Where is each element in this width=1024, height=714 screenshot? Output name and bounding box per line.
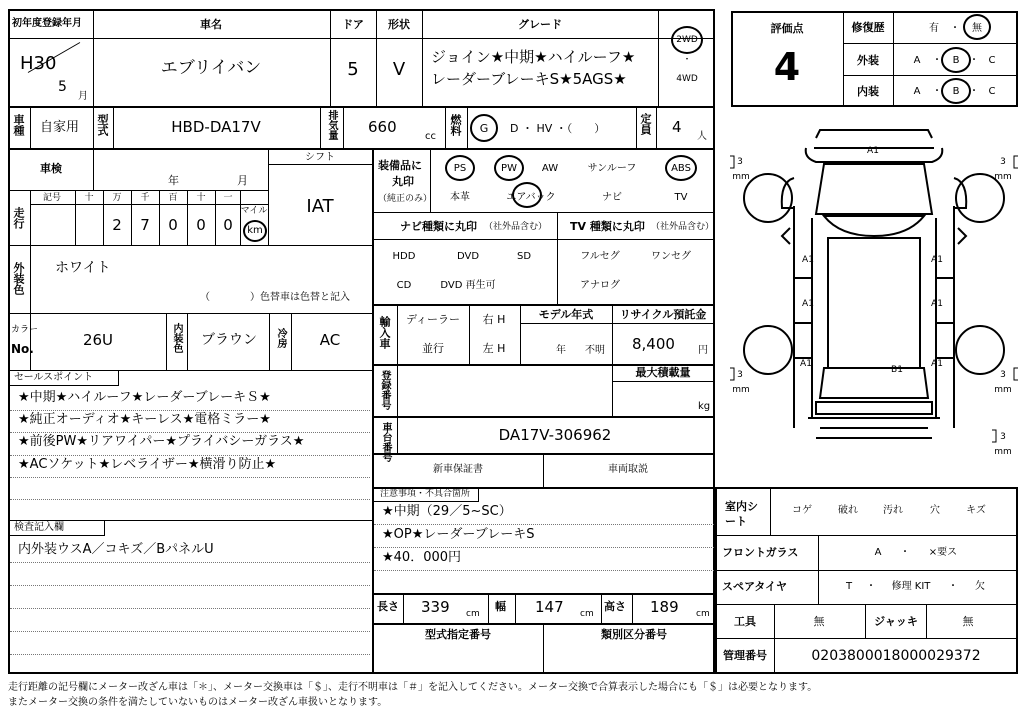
reg-year-label: 初年度登録年月 <box>12 18 82 29</box>
fuel-gasoline: G <box>479 122 489 135</box>
interior-dot-2: ・ <box>969 86 979 97</box>
exterior-color-label: 外装色 <box>12 262 25 295</box>
digit-label-6: 一 <box>223 193 233 203</box>
warranty-doc: 新車保証書 <box>433 464 483 475</box>
repair-label: 修復歴 <box>851 21 885 34</box>
length-unit: cm <box>466 609 480 619</box>
tread-depth-rl: 3 <box>737 370 743 380</box>
digit-label-3: 千 <box>140 193 150 203</box>
model-label: 型式 <box>96 114 109 136</box>
damage-a1-right-2: A1 <box>931 299 943 309</box>
width-value: 147 <box>535 598 564 616</box>
grade-line-1: ジョイン★中期★ハイルーフ★ <box>431 48 636 66</box>
tread-depth-fl: 3 <box>737 157 743 167</box>
inspector-label: 検査記入欄 <box>14 522 64 533</box>
repair-dot: ・ <box>950 23 960 34</box>
width-unit: cm <box>580 609 594 619</box>
equipment-ps: PS <box>453 163 467 174</box>
import-parallel: 並行 <box>422 342 444 355</box>
digit-label-1: 十 <box>84 193 94 203</box>
mileage-sign-label: 記号 <box>42 193 62 203</box>
model-year-unit: 年 <box>556 345 566 356</box>
equipment-navi: ナビ <box>602 192 622 203</box>
digit-label-2: 万 <box>112 193 122 203</box>
max-load-label: 最大積載量 <box>635 366 691 379</box>
tread-depth-spare: 3 <box>1000 432 1006 442</box>
spare-t: T <box>845 581 853 592</box>
car-damage-diagram <box>728 118 1020 486</box>
mileage-digit-2: 7 <box>140 216 150 234</box>
windshield-repair: ×要ス <box>928 547 958 558</box>
tread-depth-fl-unit: mm <box>732 172 750 182</box>
jack-label: ジャッキ <box>874 615 918 628</box>
tools-value: 無 <box>813 615 825 628</box>
notes-line-3: ★40．000円 <box>382 550 462 565</box>
nav-hdd: HDD <box>392 251 416 262</box>
drive-4wd: 4WD <box>676 74 698 84</box>
main-sheet-frame <box>8 9 715 674</box>
car-name-label: 車名 <box>200 18 222 31</box>
interior-grade-c: C <box>988 86 996 97</box>
seat-scratch: キズ <box>966 505 986 516</box>
notes-line-2: ★OP★レーダーブレーキS <box>382 527 535 542</box>
color-change-note: （ ）色替車は色替と記入 <box>200 292 350 303</box>
tread-depth-spare-unit: mm <box>994 447 1012 457</box>
damage-a1-left-1: A1 <box>802 255 814 265</box>
notes-line-1: ★中期（29／5~SC） <box>382 504 512 519</box>
type-no-label: 型式指定番号 <box>425 628 491 641</box>
windshield-label: フロントガラス <box>722 546 799 559</box>
score-value: 4 <box>773 45 801 89</box>
damage-a1-left-2: A1 <box>802 299 814 309</box>
model-value: HBD-DA17V <box>171 118 261 136</box>
exterior-dot-1: ・ <box>932 55 942 66</box>
capacity-value: 4 <box>672 118 682 136</box>
fuel-others: D ・ HV ・（ ） <box>510 122 606 135</box>
seat-burn: コゲ <box>792 505 812 516</box>
height-label: 高さ <box>604 600 626 613</box>
height-unit: cm <box>696 609 710 619</box>
model-year-label: モデル年式 <box>538 308 594 321</box>
windshield-a: A <box>874 547 882 558</box>
equipment-label-2: 丸印 <box>392 175 414 188</box>
use-value: 自家用 <box>40 120 80 135</box>
grade-label: グレード <box>518 18 562 31</box>
damage-a1-right-1: A1 <box>931 255 943 265</box>
damage-a1-front: A1 <box>867 146 879 156</box>
chassis-value: DA17V-306962 <box>498 426 612 444</box>
sales-line-3: ★前後PW★リアワイパー★プライバシーガラス★ <box>18 434 305 449</box>
color-no: 26U <box>82 331 114 349</box>
inspector-line-1: 内外装ウスA／コキズ／BパネルU <box>18 542 214 557</box>
exterior-color-value: ホワイト <box>55 260 111 276</box>
grade-line-2: レーダーブレーキS★5AGS★ <box>431 70 627 88</box>
interior-grade-a: A <box>913 86 921 97</box>
equipment-label-1: 装備品に <box>378 159 422 172</box>
inspection-month-unit: 月 <box>237 174 248 187</box>
equipment-pw: PW <box>501 163 517 174</box>
nav-dvd: DVD <box>456 251 480 262</box>
spare-repair-kit: 修理 KIT <box>891 581 931 592</box>
damage-a1-right-3: A1 <box>931 359 943 369</box>
exterior-grade-label: 外装 <box>857 54 879 67</box>
ac-label: 冷房 <box>275 328 286 348</box>
mgmt-label: 管理番号 <box>723 649 767 662</box>
import-left-h: 左 H <box>482 342 506 355</box>
capacity-unit: 人 <box>697 131 707 142</box>
inspection-label: 車検 <box>40 162 62 175</box>
reg-month-unit: 月 <box>78 91 88 102</box>
damage-b1-rear: B1 <box>891 365 903 375</box>
exterior-grade-b: B <box>952 55 960 66</box>
tread-depth-rl-unit: mm <box>732 385 750 395</box>
nav-dvd-play: DVD 再生可 <box>440 280 496 291</box>
shape-value: V <box>392 59 406 80</box>
import-label: 輸入車 <box>378 316 391 349</box>
interior-grade-b: B <box>952 86 960 97</box>
mileage-digit-1: 2 <box>112 216 122 234</box>
repair-no: 無 <box>972 23 982 34</box>
disp-label: 排気量 <box>326 110 337 140</box>
drive-2wd: 2WD <box>676 35 698 45</box>
footer-line-1: 走行距離の記号欄にメーター改ざん車は「＊」、メーター交換車は「＄」、走行不明車は「＃」を記入してください。メーター交換で合算表示した場合にも「＄」は必要となります。 <box>8 682 818 693</box>
spare-tire-label: スペアタイヤ <box>722 580 788 593</box>
tread-depth-fr-unit: mm <box>994 172 1012 182</box>
shift-value: IAT <box>306 196 334 217</box>
sales-line-1: ★中期★ハイルーフ★レーダーブレーキＳ★ <box>18 390 271 405</box>
mgmt-value: 0203800018000029372 <box>811 648 981 664</box>
damage-a1-left-3: A1 <box>800 359 812 369</box>
disp-unit: cc <box>425 131 436 142</box>
digit-label-5: 十 <box>196 193 206 203</box>
nav-sd: SD <box>516 251 532 262</box>
recycle-value: 8,400 <box>632 335 675 353</box>
digit-label-4: 百 <box>168 193 178 203</box>
capacity-label: 定員 <box>639 113 652 135</box>
equipment-tv: TV <box>674 192 688 203</box>
spare-dot-1: ・ <box>866 581 876 592</box>
windshield-dot: ・ <box>900 547 910 558</box>
color-no-top-label: カラー <box>11 325 39 335</box>
exterior-grade-c: C <box>988 55 996 66</box>
model-year-unknown: 不明 <box>585 345 605 356</box>
interior-dot-1: ・ <box>932 86 942 97</box>
recycle-unit: 円 <box>698 345 708 356</box>
interior-grade-label: 内装 <box>857 85 879 98</box>
mileage-digit-5: 0 <box>223 216 233 234</box>
seat-tear: 破れ <box>838 505 858 516</box>
jack-value: 無 <box>962 615 974 628</box>
tv-label: TV 種類に丸印 <box>570 220 645 233</box>
car-name: エブリイバン <box>160 58 262 78</box>
shape-label: 形状 <box>388 18 410 31</box>
equipment-label-3: （純正のみ） <box>378 194 433 204</box>
tv-fullseg: フルセグ <box>580 251 620 262</box>
mileage-digit-4: 0 <box>196 216 206 234</box>
spare-none: 欠 <box>975 581 985 592</box>
repair-yes: 有 <box>929 23 939 34</box>
nav-label-note: （社外品含む） <box>484 222 548 232</box>
recycle-label: リサイクル預託金 <box>619 308 707 321</box>
tv-oneseg: ワンセグ <box>651 251 691 262</box>
interior-color: ブラウン <box>201 332 257 348</box>
door-label: ドア <box>342 18 364 31</box>
length-value: 339 <box>421 598 450 616</box>
tread-depth-rr: 3 <box>1000 370 1006 380</box>
shift-label: シフト <box>305 152 335 163</box>
equipment-sunroof: サンルーフ <box>587 163 637 174</box>
km-label: km <box>247 225 263 236</box>
sales-line-4: ★ACソケット★レベライザー★横滑り防止★ <box>18 457 277 472</box>
chassis-label: 車台番号 <box>380 422 391 462</box>
spare-dot-2: ・ <box>948 581 958 592</box>
tv-analog: アナログ <box>580 280 620 291</box>
width-label: 幅 <box>495 600 506 613</box>
equipment-abs: ABS <box>671 163 691 174</box>
seat-stain: 汚れ <box>883 505 903 516</box>
use-label: 車種 <box>12 114 25 136</box>
score-label: 評価点 <box>770 22 804 35</box>
equipment-leather: 本革 <box>450 192 470 203</box>
fuel-label: 燃料 <box>449 114 462 136</box>
class-no-label: 類別区分番号 <box>601 628 667 641</box>
tv-label-note: （社外品含む） <box>651 222 715 232</box>
inspection-year-unit: 年 <box>168 174 179 187</box>
exterior-grade-a: A <box>913 55 921 66</box>
mileage-digit-3: 0 <box>168 216 178 234</box>
sales-label: セールスポイント <box>14 372 94 383</box>
tools-label: 工具 <box>734 615 756 628</box>
mile-label: マイル <box>240 206 268 216</box>
door-count: 5 <box>347 59 359 80</box>
import-right-h: 右 H <box>482 313 506 326</box>
equipment-aw: AW <box>541 163 559 174</box>
drive-dot: ・ <box>682 55 692 65</box>
length-label: 長さ <box>377 600 399 613</box>
color-no-label: No. <box>11 342 34 356</box>
nav-label: ナビ種類に丸印 <box>400 220 477 233</box>
mileage-label: 走行 <box>12 207 25 229</box>
reg-era-year: H30 <box>20 53 57 74</box>
manual-doc: 車両取説 <box>608 464 648 475</box>
sales-line-2: ★純正オーディオ★キーレス★電格ミラー★ <box>18 412 271 427</box>
height-value: 189 <box>650 598 679 616</box>
seat-label: 室内シート <box>725 500 758 528</box>
equipment-airbag: エアバック <box>506 192 556 203</box>
disp-value: 660 <box>368 118 397 136</box>
seat-hole: 穴 <box>930 505 940 516</box>
nav-cd: CD <box>396 280 412 291</box>
interior-color-label: 内装色 <box>171 323 182 353</box>
max-load-unit: kg <box>698 401 711 412</box>
ac-value: AC <box>319 331 341 349</box>
tread-depth-fr: 3 <box>1000 157 1006 167</box>
reg-month: 5 <box>58 79 67 95</box>
footer-line-2: またメーター交換の条件を満たしていないものはメーター改ざん車扱いとなります。 <box>8 697 388 708</box>
registration-label: 登録番号 <box>379 370 390 410</box>
notes-label: 注意事項・不具合箇所 <box>380 489 471 499</box>
exterior-dot-2: ・ <box>969 55 979 66</box>
import-dealer: ディーラー <box>405 313 461 326</box>
tread-depth-rr-unit: mm <box>994 385 1012 395</box>
